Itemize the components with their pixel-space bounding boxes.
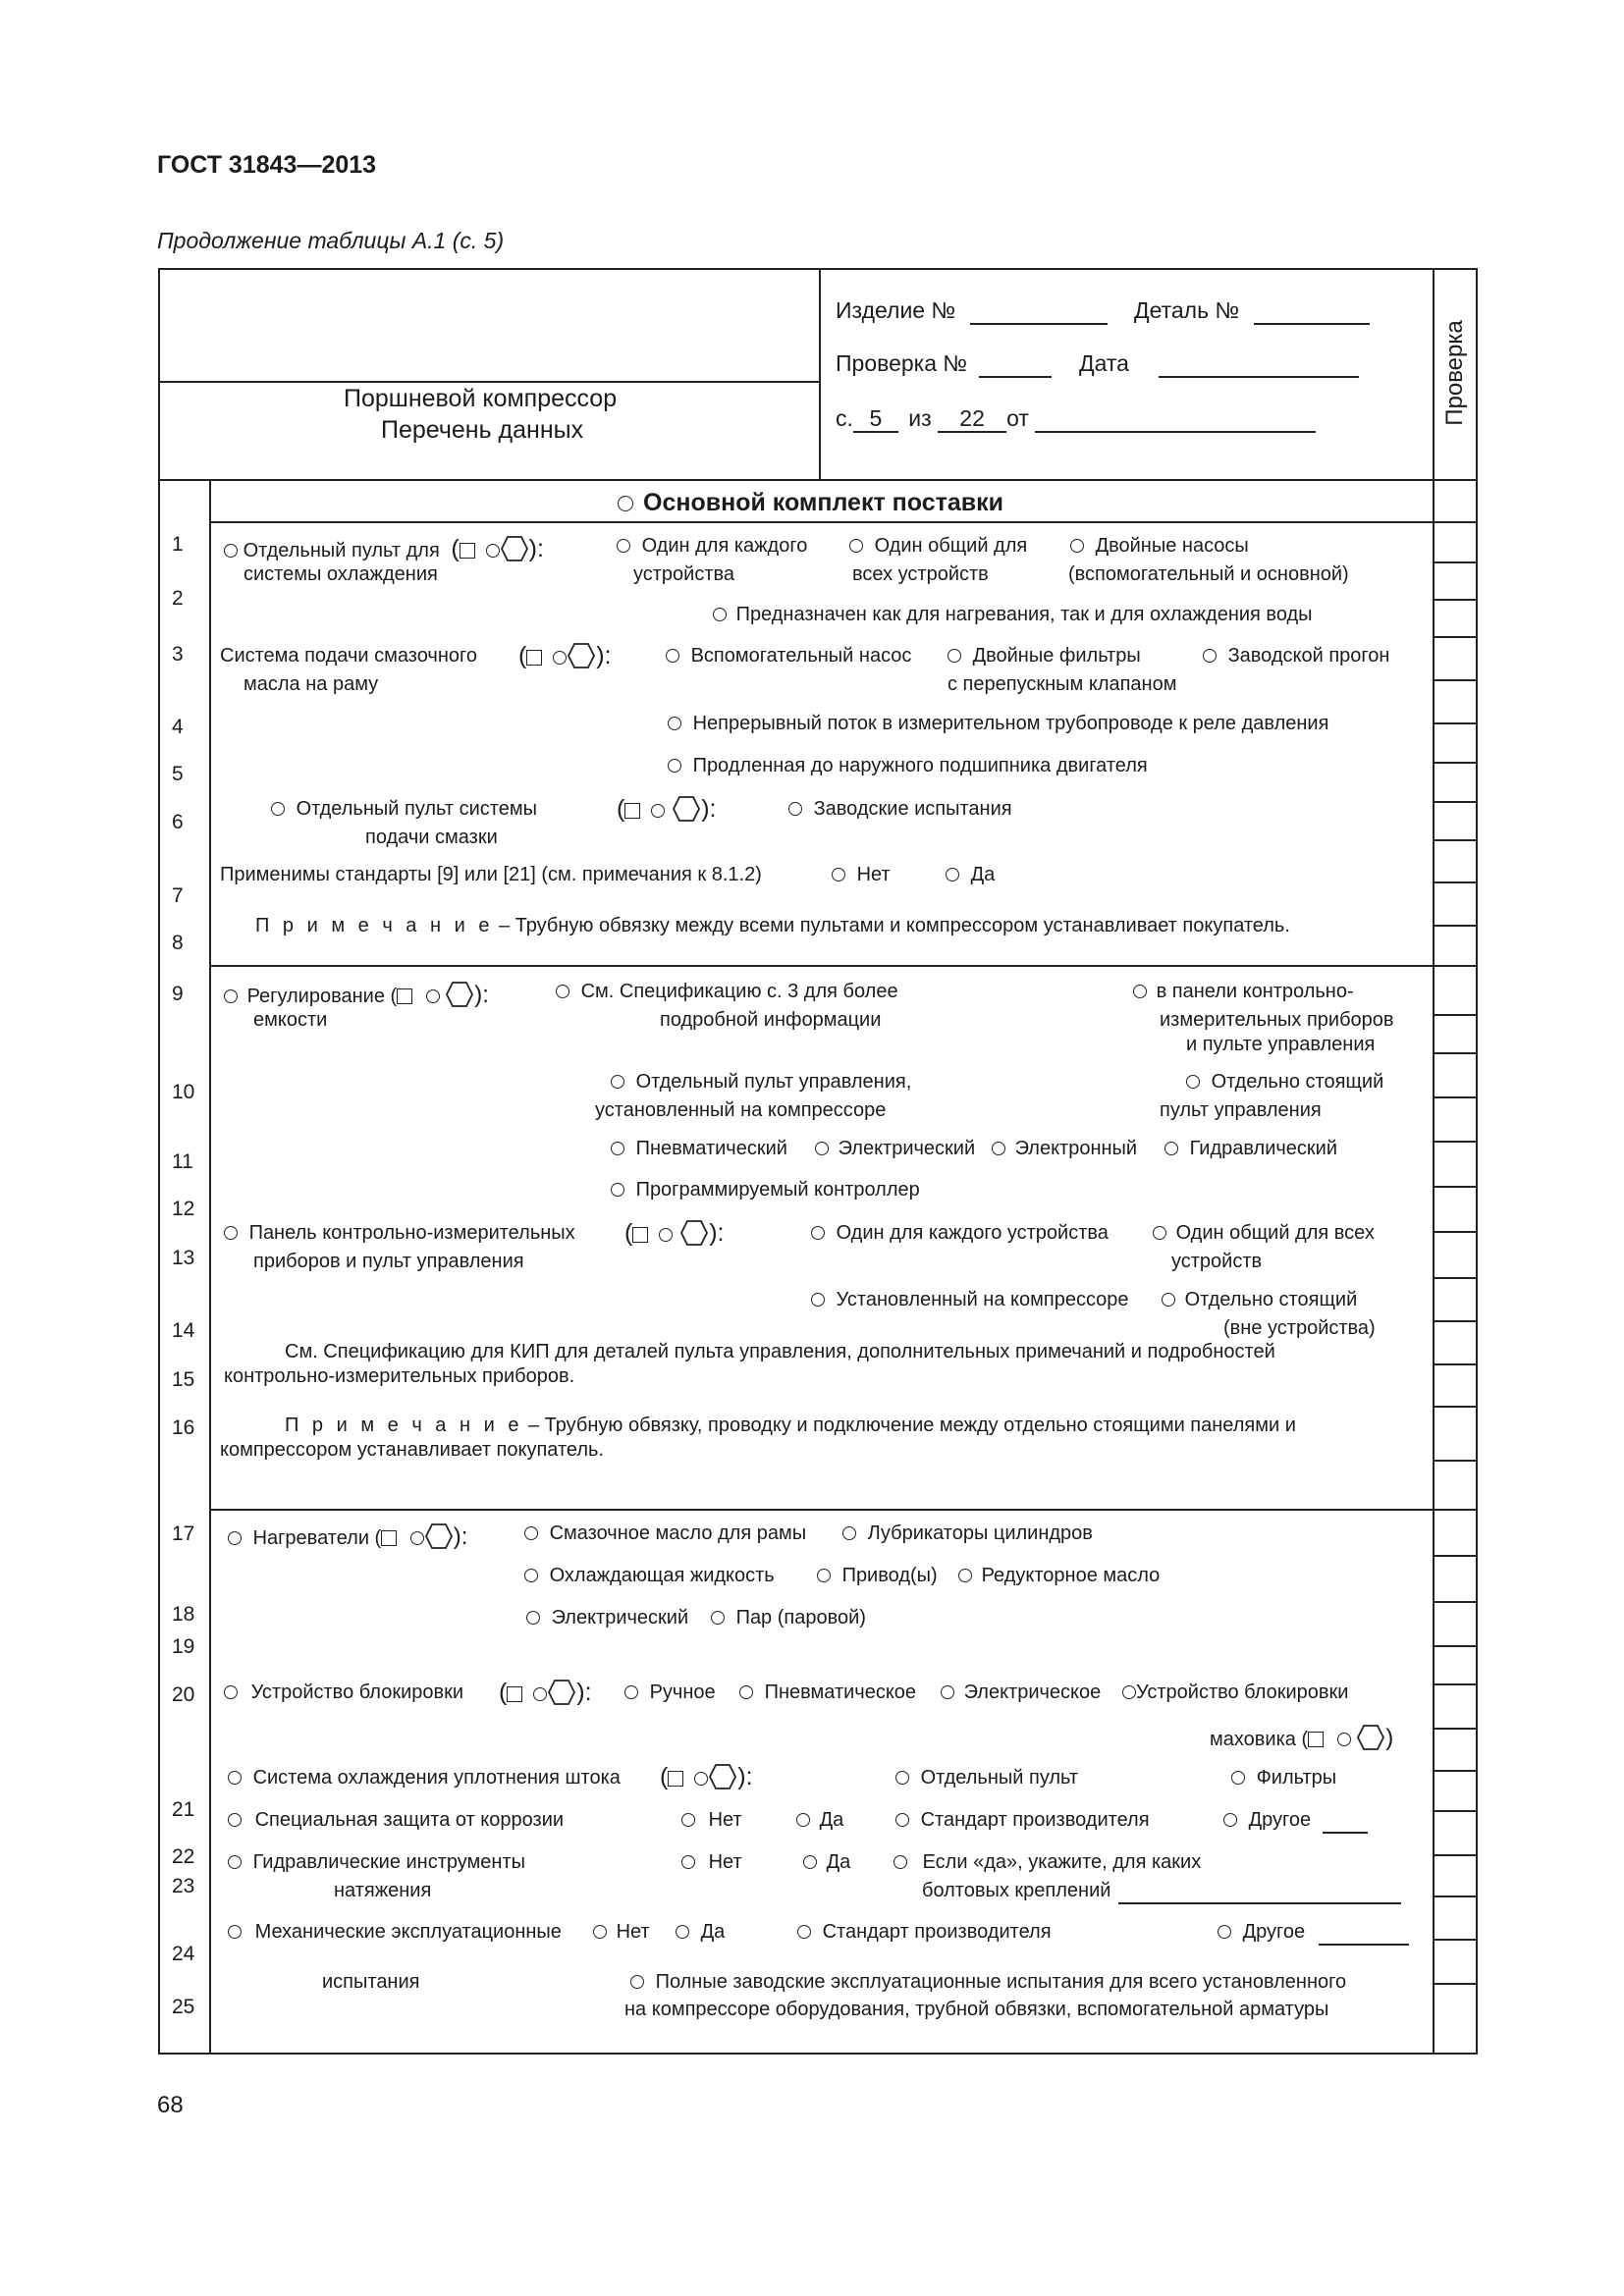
circle-icon[interactable] [694,1772,708,1786]
circle-icon[interactable] [228,1771,242,1785]
bolt-connections-field[interactable]: болтовых креплений [922,1880,1401,1904]
option-cylinder-lubricators[interactable]: Лубрикаторы цилиндров [842,1522,1093,1545]
location-choice: ( ): [617,795,717,823]
option-other[interactable]: Другое [1218,1921,1409,1946]
circle-icon[interactable] [668,717,681,730]
from-label: от [1006,405,1029,431]
option-electric[interactable]: Электрический [815,1138,975,1160]
circle-icon[interactable] [668,759,681,773]
square-icon[interactable] [632,1227,648,1243]
text-line: контрольно-измерительных приборов. [224,1365,575,1387]
table-continuation: Продолжение таблицы А.1 (с. 5) [157,228,505,253]
circle-icon[interactable] [271,802,285,816]
circle-icon[interactable] [958,1569,972,1582]
circle-icon[interactable] [651,804,665,818]
circle-icon[interactable] [228,1925,242,1939]
text-line: с перепускным клапаном [947,673,1177,695]
date-label: Дата [1079,350,1129,376]
circle-icon[interactable] [681,1855,695,1869]
option-steam[interactable]: Пар (паровой) [711,1607,866,1629]
circle-icon[interactable] [1133,985,1147,998]
square-icon[interactable] [397,988,412,1004]
row-number: 16 [172,1416,195,1439]
row-number: 23 [172,1875,195,1897]
circle-icon[interactable] [533,1687,547,1701]
option-aux-pump[interactable]: Вспомогательный насос [666,645,911,667]
row-number: 12 [172,1198,195,1220]
circle-icon[interactable] [681,1813,695,1827]
circle-icon[interactable] [410,1531,424,1545]
hexagon-icon[interactable] [672,795,701,823]
option-filters[interactable]: Фильтры [1231,1767,1336,1789]
option-no[interactable]: Нет [681,1809,742,1832]
option-separate-panel[interactable]: Отдельный пульт [895,1767,1078,1789]
part-number-blank[interactable] [1254,297,1370,325]
row-number: 11 [172,1150,193,1173]
part-number-label: Деталь № [1134,297,1240,323]
square-icon[interactable] [668,1771,683,1787]
text-line: Система подачи смазочного [220,645,477,667]
square-icon[interactable] [526,650,542,666]
option-manufacturer-standard[interactable]: Стандарт производителя [797,1921,1052,1944]
row-number: 8 [172,932,184,954]
text-line: измерительных приборов [1160,1009,1394,1031]
part-number-field[interactable] [1134,297,1370,325]
check-column-header: Проверка [1441,320,1469,426]
row-number: 13 [172,1247,195,1269]
section-title-text: Основной комплект поставки [643,489,1003,516]
option-in-panel[interactable]: в панели контрольно- [1133,981,1354,1003]
circle-icon[interactable] [524,1526,538,1540]
option-drive[interactable]: Привод(ы) [817,1565,938,1587]
circle-icon[interactable] [815,1142,829,1155]
row-number: 15 [172,1368,195,1391]
option-no[interactable]: Нет [593,1921,650,1944]
circle-icon[interactable] [618,496,633,511]
circle-icon[interactable] [224,989,238,1003]
text-line: (вне устройства) [1223,1317,1376,1339]
circle-icon[interactable] [893,1855,907,1869]
option-manufacturer-standard[interactable]: Стандарт производителя [895,1809,1150,1832]
row-number: 9 [172,983,184,1005]
page-number: 68 [157,2092,184,2118]
circle-icon[interactable] [624,1685,638,1699]
option-separate-lube-panel[interactable]: Отдельный пульт системы [271,798,537,821]
text-line: емкости [253,1009,328,1031]
text-line: (вспомогательный и основной) [1068,563,1349,585]
text-line: пульт управления [1160,1099,1322,1121]
square-icon[interactable] [381,1530,397,1546]
flywheel-location-choice: маховика ( ) [1210,1725,1394,1751]
circle-icon[interactable] [224,544,238,558]
section-title [618,489,1003,517]
circle-icon[interactable] [666,649,679,663]
circle-icon[interactable] [630,1975,644,1989]
option-one-common-all[interactable]: Один общий для всех [1153,1222,1375,1245]
row-number: 14 [172,1319,195,1342]
circle-icon[interactable] [676,1925,689,1939]
circle-icon[interactable] [739,1685,753,1699]
option-other[interactable]: Другое [1223,1809,1368,1834]
text-line: натяжения [334,1880,432,1901]
circle-icon[interactable] [611,1183,624,1197]
option-separate-panel-cooling[interactable]: Отдельный пульт для ( ): [224,535,544,563]
text-line: всех устройств [852,563,989,585]
page-of-label: из [908,405,932,431]
hexagon-icon[interactable] [500,535,529,562]
square-icon[interactable] [507,1686,522,1702]
hexagon-icon[interactable] [1356,1724,1385,1751]
text-line: См. Спецификацию для КИП для деталей пульта управления, дополнительных примечаний и подробностей [285,1341,1275,1362]
text-line: подачи смазки [365,827,498,848]
check-number-blank[interactable] [979,350,1052,378]
option-no[interactable]: Нет [832,864,891,886]
text-line: и пульте управления [1186,1034,1376,1055]
circle-icon[interactable] [228,1855,242,1869]
square-icon[interactable] [460,543,475,559]
option-no[interactable]: Нет [681,1851,742,1874]
row-number: 21 [172,1798,195,1821]
circle-icon[interactable] [832,868,845,881]
option-continuous-flow[interactable]: Непрерывный поток в измерительном трубопроводе к реле давления [668,713,1328,735]
row-number: 10 [172,1081,195,1103]
option-electronic[interactable]: Электронный [992,1138,1137,1160]
circle-icon[interactable] [1337,1733,1351,1746]
note-text: П р и м е ч а н и е – Трубную обвязку, проводку и подключение между отдельно стоящими панелями и [285,1415,1296,1436]
other-blank[interactable] [1323,1809,1368,1834]
circle-icon[interactable] [849,539,863,553]
circle-icon[interactable] [803,1855,817,1869]
option-instrument-panel[interactable]: Панель контрольно-измерительных [224,1222,575,1245]
bolt-connections-blank[interactable] [1118,1880,1401,1904]
circle-icon[interactable] [553,651,567,665]
hexagon-icon[interactable] [445,981,474,1008]
text-line: устройства [633,563,735,585]
text-line: установленный на компрессоре [595,1099,887,1121]
circle-icon[interactable] [224,1685,238,1699]
circle-icon[interactable] [992,1142,1005,1155]
option-freestanding[interactable]: Отдельно стоящий [1162,1289,1357,1311]
page-total: 22 [938,405,1006,433]
option-yes[interactable]: Да [796,1809,843,1832]
row-number: 1 [172,533,184,556]
location-choice: ( ): [518,642,612,669]
circle-icon[interactable] [228,1813,242,1827]
row-number: 24 [172,1943,195,1965]
circle-icon[interactable] [895,1771,909,1785]
option-pneumatic-lock[interactable]: Пневматическое [739,1682,916,1704]
option-locking-device[interactable]: Устройство блокировки [224,1682,463,1704]
page-prefix: с. [836,405,853,431]
circle-icon[interactable] [526,1611,540,1625]
circle-icon[interactable] [947,649,961,663]
circle-icon[interactable] [1164,1142,1178,1155]
circle-icon[interactable] [1186,1075,1200,1089]
hexagon-icon[interactable] [708,1763,737,1790]
option-yes[interactable]: Да [946,864,995,886]
row-number: 3 [172,643,184,666]
circle-icon[interactable] [946,868,959,881]
circle-icon[interactable] [713,608,727,621]
option-yes[interactable]: Да [676,1921,725,1944]
option-factory-run[interactable]: Заводской прогон [1203,645,1389,667]
option-dual-pumps[interactable]: Двойные насосы [1070,535,1249,558]
circle-icon[interactable] [797,1925,811,1939]
item-number-field[interactable] [836,297,1108,325]
from-blank[interactable] [1035,405,1316,433]
option-rod-seal-cooling[interactable]: Система охлаждения уплотнения штока [228,1767,621,1789]
circle-icon[interactable] [611,1075,624,1089]
option-mechanical-tests[interactable]: Механические эксплуатационные [228,1921,562,1944]
location-choice: ( ): [499,1679,592,1706]
circle-icon[interactable] [711,1611,725,1625]
text-line: приборов и пульт управления [253,1251,524,1272]
square-icon[interactable] [624,803,640,819]
circle-icon[interactable] [617,539,630,553]
circle-icon[interactable] [817,1569,831,1582]
option-hydraulic[interactable]: Гидравлический [1164,1138,1337,1160]
option-plc[interactable]: Программируемый контроллер [611,1179,920,1201]
text-line: устройств [1171,1251,1263,1272]
hexagon-icon[interactable] [679,1219,709,1247]
option-corrosion-protection[interactable]: Специальная защита от коррозии [228,1809,564,1832]
option-heaters[interactable]: Нагреватели ( ): [228,1522,467,1551]
date-blank[interactable] [1159,350,1359,378]
circle-icon[interactable] [1122,1685,1136,1699]
row-number: 19 [172,1635,195,1658]
option-full-factory-tests[interactable]: Полные заводские эксплуатационные испытания для всего установленного [630,1971,1346,1994]
circle-icon[interactable] [811,1226,825,1240]
circle-icon[interactable] [524,1569,538,1582]
circle-icon[interactable] [228,1531,242,1545]
row-number: 7 [172,884,184,907]
circle-icon[interactable] [1231,1771,1245,1785]
location-choice: ( ): [624,1219,725,1247]
page-current: 5 [853,405,898,433]
option-pneumatic[interactable]: Пневматический [611,1138,787,1160]
circle-icon[interactable] [224,1226,238,1240]
row-number: 18 [172,1603,195,1626]
text-line: компрессором устанавливает покупатель. [220,1439,605,1461]
location-choice: ( ): [660,1763,753,1790]
form-title-line1: Поршневой компрессор [344,385,618,412]
option-one-common[interactable]: Один общий для [849,535,1027,558]
check-number-field[interactable] [836,350,1052,378]
page-of-field [836,405,1316,433]
circle-icon[interactable] [611,1142,624,1155]
circle-icon[interactable] [556,985,569,998]
row-number: 17 [172,1522,195,1545]
row-number: 2 [172,587,184,610]
circle-icon[interactable] [659,1228,673,1242]
option-yes[interactable]: Да [803,1851,850,1874]
hexagon-icon[interactable] [424,1522,454,1550]
option-one-per-device[interactable]: Один для каждого устройства [811,1222,1109,1245]
option-separate-control-panel[interactable]: Отдельный пульт управления, [611,1071,911,1094]
circle-icon[interactable] [593,1925,607,1939]
option-frame-oil[interactable]: Смазочное масло для рамы [524,1522,806,1545]
circle-icon[interactable] [1162,1293,1175,1307]
option-one-each-device[interactable]: Один для каждого [617,535,807,558]
check-number-label: Проверка № [836,350,968,376]
option-electric-heater[interactable]: Электрический [526,1607,688,1629]
option-if-yes[interactable]: Если «да», укажите, для каких [893,1851,1201,1874]
option-heat-cool[interactable]: Предназначен как для нагревания, так и для охлаждения воды [713,604,1313,626]
date-field[interactable] [1079,350,1359,378]
text-line: подробной информации [660,1009,882,1031]
note-text: П р и м е ч а н и е – Трубную обвязку между всеми пультами и компрессором устанавливает покупатель. [255,915,1290,936]
circle-icon[interactable] [895,1813,909,1827]
document-code: ГОСТ 31843—2013 [157,151,377,179]
hexagon-icon[interactable] [567,642,596,669]
circle-icon[interactable] [788,802,802,816]
option-capacity-regulation[interactable]: Регулирование ( ): [224,981,489,1009]
row-number: 20 [172,1683,195,1706]
circle-icon[interactable] [941,1685,954,1699]
circle-icon[interactable] [1218,1925,1231,1939]
text-line: системы охлаждения [244,563,438,585]
option-manual[interactable]: Ручное [624,1682,716,1704]
row-number: 25 [172,1996,195,2018]
row-number: 22 [172,1845,195,1868]
option-electric-lock[interactable]: Электрическое [941,1682,1101,1704]
option-extended[interactable]: Продленная до наружного подшипника двигателя [668,755,1148,777]
item-number-label: Изделие № [836,297,956,323]
circle-icon[interactable] [1153,1226,1166,1240]
text-line: на компрессоре оборудования, трубной обвязки, вспомогательной арматуры [624,1999,1329,2020]
option-mounted-on-compressor[interactable]: Установленный на компрессоре [811,1289,1129,1311]
item-number-blank[interactable] [970,297,1108,325]
text-line: масла на раму [244,673,379,695]
option-hydraulic-tensioners[interactable]: Гидравлические инструменты [228,1851,525,1874]
option-gear-oil[interactable]: Редукторное масло [958,1565,1160,1587]
option-dual-filters[interactable]: Двойные фильтры [947,645,1141,667]
option-factory-tests[interactable]: Заводские испытания [788,798,1012,821]
option-see-spec[interactable]: См. Спецификацию с. 3 для более [556,981,898,1003]
circle-icon[interactable] [842,1526,856,1540]
location-choice: ( ): [451,535,544,562]
option-flywheel-lock[interactable]: Устройство блокировки [1122,1682,1348,1704]
circle-icon[interactable] [1223,1813,1237,1827]
hexagon-icon[interactable] [547,1679,576,1706]
circle-icon[interactable] [486,544,500,558]
circle-icon[interactable] [796,1813,810,1827]
circle-icon[interactable] [1203,649,1217,663]
row-number: 5 [172,763,184,785]
other-blank[interactable] [1319,1921,1409,1946]
text-line: Применимы стандарты [9] или [21] (см. примечания к 8.1.2) [220,864,762,885]
option-coolant[interactable]: Охлаждающая жидкость [524,1565,775,1587]
row-number: 6 [172,811,184,833]
circle-icon[interactable] [426,989,440,1003]
text-line: испытания [322,1971,420,1993]
row-number: 4 [172,716,184,738]
option-freestanding-panel[interactable]: Отдельно стоящий [1186,1071,1383,1094]
square-icon[interactable] [1308,1732,1324,1747]
circle-icon[interactable] [1070,539,1084,553]
circle-icon[interactable] [811,1293,825,1307]
form-title-line2: Перечень данных [381,416,584,444]
